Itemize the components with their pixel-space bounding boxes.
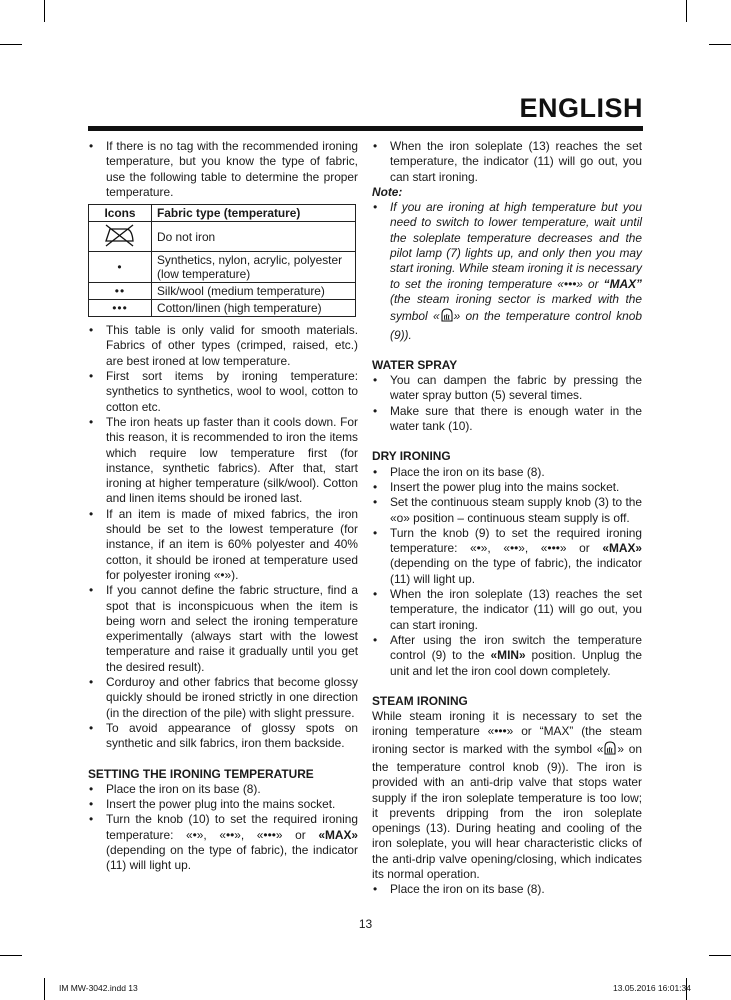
text-run: Turn the knob (9) to set the required ironing temperature: «•», «••», «•••» or [390,525,642,556]
crop-mark [44,978,45,1000]
max-label: «MAX» [602,541,642,556]
text-run: (depending on the type of fabric), the indicator (11) will light up. [106,842,358,873]
table-header-fabric: Fabric type (temperature) [152,205,356,222]
steam-list [372,882,642,897]
table-cell: Do not iron [152,222,356,252]
text-run: If you are ironing at high temperature but you need to switch to lower temperature, wait until the soleplate temperature decreases and the pilot lamp (7) lights up, and only then you may start ironing. While steam ironing it is necessary to set the ironing temperature «•••» or [390,200,642,291]
list-item: • Place the iron on its base (8). [372,465,642,480]
min-label: «MIN» [490,648,526,663]
footer-timestamp: 13.05.2016 16:01:34 [613,983,691,993]
table-row [89,283,356,300]
list-item: • If an item is made of mixed fabrics, the iron should be set to the lowest temperature (for instance, if an item is 60% polyester and 40% cotton, it should be ironed at temperature used for polyester ironing «•»). [88,507,358,583]
left-column [88,139,358,874]
list-item: • Corduroy and other fabrics that become glossy quickly should be ironed strictly in one direction (in the direction of the pile) with slight pressure. [88,675,358,721]
list-item [372,526,642,587]
table-icon-cell: • [89,252,152,283]
page-number: 13 [358,917,373,931]
text-run: position. Unplug the unit and let the iron cool down completely. [390,648,642,678]
table-cell: Silk/wool (medium temperature) [152,283,356,300]
intro-list [88,139,358,200]
crop-mark [0,955,22,956]
section-heading-water-spray: WATER SPRAY [372,357,458,372]
steam-paragraph [372,709,642,882]
setting-list [88,782,358,874]
table-header-row [89,205,356,222]
text-run: While steam ironing it is necessary to set the ironing temperature «•••» or “MAX” (the steam ironing sector is marked with the symbol « [372,709,642,756]
section-heading-dry-ironing: DRY IRONING [372,449,451,464]
soleplate-list [372,139,642,185]
text-run: (depending on the type of fabric), the indicator (11) will light up. [390,556,642,586]
dry-list [372,465,642,679]
table-row [89,252,356,283]
crop-mark [0,44,22,45]
list-item [372,200,642,343]
table-row [89,222,356,252]
crop-mark [686,0,687,22]
list-item: • Place the iron on its base (8). [372,882,642,897]
section-heading-steam-ironing: STEAM IRONING [372,693,468,708]
list-item: • Insert the power plug into the mains socket. [372,480,642,495]
table-cell: Synthetics, nylon, acrylic, polyester (low temperature) [152,252,356,283]
section-heading-setting-temperature: SETTING THE IRONING TEMPERATURE [88,766,314,781]
list-item [372,633,642,679]
right-column [372,139,642,898]
table-cell: Cotton/linen (high temperature) [152,300,356,317]
list-item [88,812,358,873]
crop-mark [709,44,731,45]
list-item: • Set the continuous steam supply knob (3) to the «o» position – continuous steam supply is off. [372,495,642,526]
header-rule [88,126,643,131]
fabric-temperature-table [88,204,356,317]
list-item: • Place the iron on its base (8). [88,782,358,797]
note-list [372,200,642,343]
text-run: » on the temperature control knob (9)). [390,309,642,342]
text-run: (the steam ironing sector is marked with the symbol « [390,291,642,324]
table-icon-cell: •• [89,283,152,300]
footer-file-info: IM MW-3042.indd 13 [59,983,138,993]
do-not-iron-icon [89,222,152,252]
crop-mark [709,955,731,956]
tips-list [88,323,358,751]
page-language-title: ENGLISH [519,93,643,123]
table-header-icons: Icons [89,205,152,222]
list-item: • Make sure that there is enough water in the water tank (10). [372,404,642,435]
list-item: • This table is only valid for smooth materials. Fabrics of other types (crimped, raised, etc.) are best ironed at low temperature. [88,323,358,369]
text-run: » on the temperature control knob (9)). The iron is provided with an anti-drip valve that stops water supply if the iron soleplate temperature is too low; it prevents dripping from the iron soleplate openings (13). During heating and cooling of the iron soleplate, you will hear characteristic clicks of the anti-drip valve opening/closing, which indicates its normal operation. [372,741,642,882]
list-item: • First sort items by ironing temperature: synthetics to synthetics, wool to wool, cotton to cotton etc. [88,369,358,415]
list-item: • To avoid appearance of glossy spots on synthetic and silk fabrics, iron them backside. [88,721,358,752]
list-item: • If there is no tag with the recommended ironing temperature, but you know the type of fabric, use the following table to determine the proper temperature. [88,139,358,200]
list-item: • Insert the power plug into the mains socket. [88,797,358,812]
crop-mark [44,0,45,22]
water-list [372,373,642,434]
note-title: Note: [372,184,403,199]
list-item: • If you cannot define the fabric structure, find a spot that is inconspicuous when the item is being worn and select the ironing temperature experimentally (always start with the lowest temperature and raise it gradually until you get the desired result). [88,583,358,675]
list-item: • When the iron soleplate (13) reaches the set temperature, the indicator (11) will go out, you can start ironing. [372,139,642,185]
list-item: • You can dampen the fabric by pressing the water spray button (5) several times. [372,373,642,404]
steam-sector-icon [603,740,617,760]
text-run: Turn the knob (10) to set the required ironing temperature: «•», «••», «•••» or [106,812,358,842]
max-label: «MAX» [318,827,358,842]
table-icon-cell: ••• [89,300,152,317]
list-item: • The iron heats up faster than it cools down. For this reason, it is recommended to iron the items which require low temperature first (for instance, synthetic fabrics). After that, start ironing at higher temperature (silk/wool). Cotton and linen items should be ironed last. [88,415,358,507]
table-row [89,300,356,317]
list-item: • When the iron soleplate (13) reaches the set temperature, the indicator (11) will go out, you can start ironing. [372,587,642,633]
steam-sector-icon [440,307,454,327]
max-label: “MAX” [603,276,642,291]
text-run: After using the iron switch the temperature control (9) to the [390,632,642,663]
